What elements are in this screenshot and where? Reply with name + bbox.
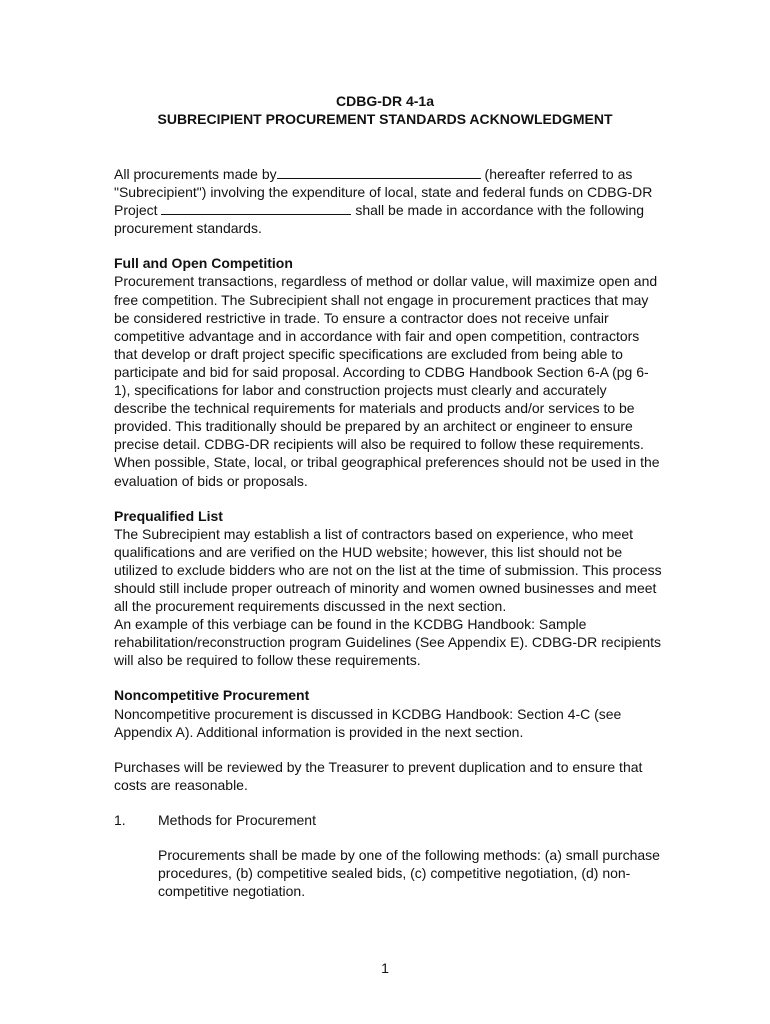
purchases-paragraph: Purchases will be reviewed by the Treasurer to prevent duplication and to ensure that costs are reasonable. [114,758,643,793]
methods-list-item [114,811,662,829]
subrecipient-name-blank-1 [277,166,373,179]
project-name-blank [161,202,351,215]
intro-text-1: All procurements made by [114,166,277,182]
document-body [114,165,662,900]
intro-paragraph [114,165,662,237]
document-title: SUBRECIPIENT PROCUREMENT STANDARDS ACKNOWLEDGMENT [157,111,613,127]
section-title-full-open: Full and Open Competition [114,255,293,272]
section-body-full-open: Procurement transactions, regardless of method or dollar value, will maximize open and free competition. The Subrecipient shall not engage in procurement practices that may be considered restrictive in trade. To ensure a contractor does not receive unfair competitive advantage and in accordance with fair and open competition, contractors that develop or draft project specific specifications are excluded from being able to participate and bid for said proposal. According to CDBG Handbook Section 6-A (pg 6-1), specifications for labor and construction projects must clearly and accurately describe the technical requirements for materials and products and/or services to be provided. This traditionally should be prepared by an architect or engineer to ensure precise detail. CDBG-DR recipients will also be required to follow these requirements. When possible, State, local, or tribal geographical preferences should not be used in the evaluation of bids or proposals. [114,273,660,489]
document-code: CDBG-DR 4-1a [335,93,434,109]
intro-text-3: shall be made in accordance with the following procurement standards. [114,202,645,237]
section-body-prequalified-1: The Subrecipient may establish a list of contractors based on experience, who meet qualifications and are verified on the HUD website; however, this list should not be utilized to exclude bidders who are not on the list at the time of submission. This process should still include proper outreach of minority and women owned businesses and meet all the procurement requirements discussed in the next section. [114,525,662,615]
intro-text-2: (hereafter referred to as "Subrecipient") involving the expenditure of local, state and federal funds on CDBG-DR Project [114,166,653,219]
methods-number: 1. [114,811,126,828]
section-body-prequalified-2: An example of this verbiage can be found in the KCDBG Handbook: Sample rehabilitation/reconstruction program Guidelines (See Appendix E). CDBG-DR recipients will also be required to follow these requirements. [114,616,662,669]
section-body-noncompetitive: Noncompetitive procurement is discussed in KCDBG Handbook: Section 4-C (see Appendix A). Additional information is provided in the next section. [114,705,622,740]
page-number: 1 [381,960,389,976]
subrecipient-name-blank-2 [373,166,481,179]
section-title-noncompetitive: Noncompetitive Procurement [114,687,310,704]
section-title-prequalified: Prequalified List [114,507,223,524]
document-heading [0,92,770,128]
methods-body: Procurements shall be made by one of the following methods: (a) small purchase procedures, (b) competitive sealed bids, (c) competitive negotiation, (d) non-competitive negotiation. [158,847,660,900]
methods-title: Methods for Procurement [158,811,316,828]
